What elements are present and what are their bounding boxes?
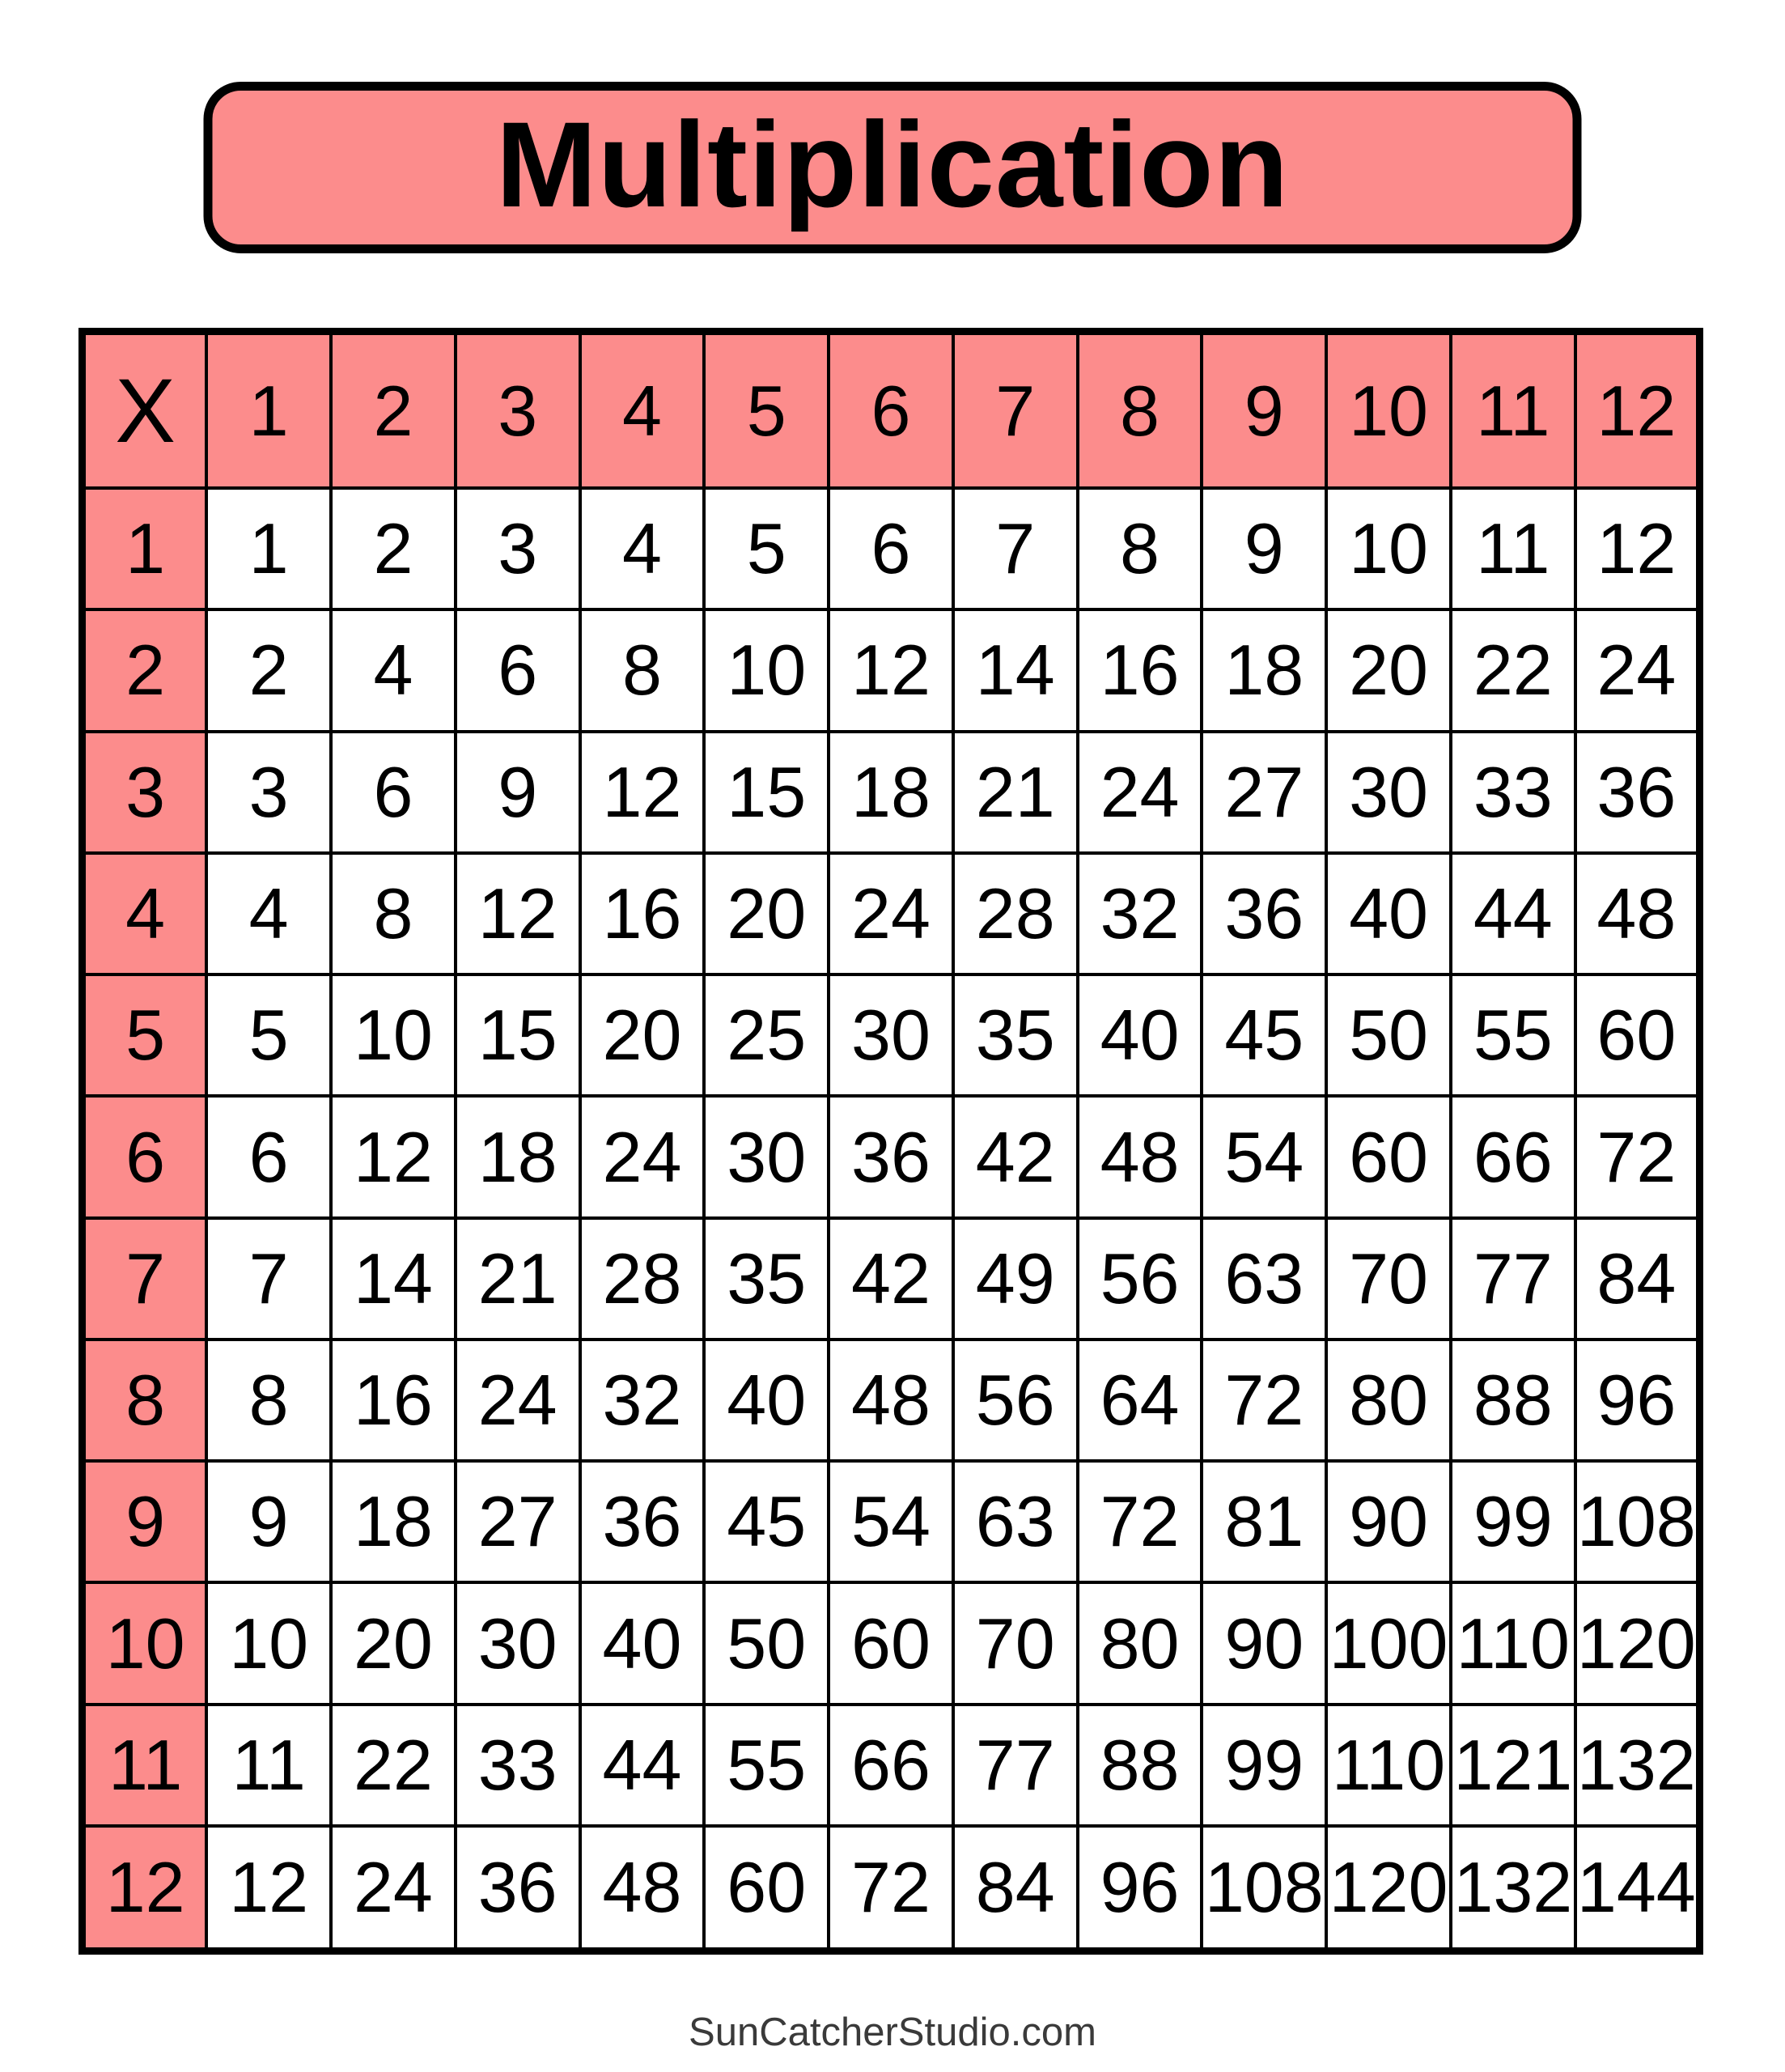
product-cell: 54	[1202, 1096, 1326, 1217]
product-cell: 24	[331, 1826, 456, 1951]
row-header-cell: 1	[83, 488, 207, 609]
table-row	[83, 1826, 1700, 1951]
product-cell: 28	[953, 853, 1078, 974]
product-cell: 40	[1078, 974, 1202, 1096]
product-cell: 10	[206, 1582, 331, 1704]
product-cell: 10	[1326, 488, 1451, 609]
product-cell: 36	[456, 1826, 580, 1951]
product-cell: 30	[829, 974, 953, 1096]
product-cell: 15	[704, 732, 829, 853]
product-cell: 9	[206, 1461, 331, 1582]
product-cell: 100	[1326, 1582, 1451, 1704]
product-cell: 77	[1451, 1218, 1575, 1340]
row-header-cell: 10	[83, 1582, 207, 1704]
row-header-cell: 5	[83, 974, 207, 1096]
product-cell: 48	[1078, 1096, 1202, 1217]
page-title: Multiplication	[495, 96, 1290, 232]
product-cell: 21	[953, 732, 1078, 853]
product-cell: 27	[1202, 732, 1326, 853]
product-cell: 27	[456, 1461, 580, 1582]
product-cell: 44	[1451, 853, 1575, 974]
product-cell: 99	[1202, 1705, 1326, 1826]
product-cell: 6	[206, 1096, 331, 1217]
table-row	[83, 609, 1700, 731]
product-cell: 99	[1451, 1461, 1575, 1582]
col-header-cell: 4	[580, 332, 705, 489]
product-cell: 66	[1451, 1096, 1575, 1217]
product-cell: 42	[953, 1096, 1078, 1217]
product-cell: 80	[1326, 1340, 1451, 1461]
product-cell: 36	[1575, 732, 1700, 853]
product-cell: 35	[704, 1218, 829, 1340]
col-header-cell: 8	[1078, 332, 1202, 489]
table-row	[83, 1218, 1700, 1340]
col-header-cell: 7	[953, 332, 1078, 489]
product-cell: 90	[1202, 1582, 1326, 1704]
product-cell: 8	[1078, 488, 1202, 609]
product-cell: 16	[1078, 609, 1202, 731]
product-cell: 35	[953, 974, 1078, 1096]
product-cell: 60	[1326, 1096, 1451, 1217]
product-cell: 16	[331, 1340, 456, 1461]
product-cell: 24	[829, 853, 953, 974]
product-cell: 40	[704, 1340, 829, 1461]
product-cell: 110	[1451, 1582, 1575, 1704]
row-header-cell: 6	[83, 1096, 207, 1217]
product-cell: 60	[829, 1582, 953, 1704]
product-cell: 7	[953, 488, 1078, 609]
product-cell: 20	[1326, 609, 1451, 731]
product-cell: 11	[1451, 488, 1575, 609]
product-cell: 63	[953, 1461, 1078, 1582]
col-header-cell: 10	[1326, 332, 1451, 489]
row-header-cell: 7	[83, 1218, 207, 1340]
product-cell: 6	[829, 488, 953, 609]
product-cell: 77	[953, 1705, 1078, 1826]
table-row	[83, 1340, 1700, 1461]
row-header-cell: 11	[83, 1705, 207, 1826]
footer-credit: SunCatcherStudio.com	[689, 2010, 1096, 2054]
product-cell: 49	[953, 1218, 1078, 1340]
col-header-cell: 11	[1451, 332, 1575, 489]
product-cell: 80	[1078, 1582, 1202, 1704]
product-cell: 50	[704, 1582, 829, 1704]
table-row	[83, 1096, 1700, 1217]
product-cell: 2	[331, 488, 456, 609]
product-cell: 21	[456, 1218, 580, 1340]
product-cell: 6	[456, 609, 580, 731]
table-row	[83, 1582, 1700, 1704]
product-cell: 28	[580, 1218, 705, 1340]
product-cell: 45	[704, 1461, 829, 1582]
product-cell: 55	[1451, 974, 1575, 1096]
product-cell: 63	[1202, 1218, 1326, 1340]
header-row	[83, 332, 1700, 489]
product-cell: 42	[829, 1218, 953, 1340]
product-cell: 108	[1202, 1826, 1326, 1951]
product-cell: 4	[580, 488, 705, 609]
product-cell: 90	[1326, 1461, 1451, 1582]
row-header-cell: 12	[83, 1826, 207, 1951]
product-cell: 24	[1078, 732, 1202, 853]
table-row	[83, 488, 1700, 609]
product-cell: 14	[331, 1218, 456, 1340]
product-cell: 144	[1575, 1826, 1700, 1951]
product-cell: 5	[704, 488, 829, 609]
product-cell: 9	[456, 732, 580, 853]
col-header-cell: 6	[829, 332, 953, 489]
product-cell: 5	[206, 974, 331, 1096]
product-cell: 18	[829, 732, 953, 853]
multiplication-table	[78, 328, 1703, 1955]
product-cell: 20	[580, 974, 705, 1096]
product-cell: 15	[456, 974, 580, 1096]
product-cell: 18	[456, 1096, 580, 1217]
table-row	[83, 1461, 1700, 1582]
product-cell: 121	[1451, 1705, 1575, 1826]
product-cell: 18	[331, 1461, 456, 1582]
title-banner	[204, 82, 1582, 253]
product-cell: 30	[1326, 732, 1451, 853]
product-cell: 6	[331, 732, 456, 853]
product-cell: 56	[1078, 1218, 1202, 1340]
product-cell: 33	[1451, 732, 1575, 853]
product-cell: 48	[829, 1340, 953, 1461]
product-cell: 36	[829, 1096, 953, 1217]
product-cell: 10	[704, 609, 829, 731]
product-cell: 45	[1202, 974, 1326, 1096]
product-cell: 70	[953, 1582, 1078, 1704]
product-cell: 9	[1202, 488, 1326, 609]
product-cell: 72	[1202, 1340, 1326, 1461]
table-row	[83, 732, 1700, 853]
product-cell: 96	[1078, 1826, 1202, 1951]
col-header-cell: 12	[1575, 332, 1700, 489]
product-cell: 108	[1575, 1461, 1700, 1582]
product-cell: 30	[704, 1096, 829, 1217]
product-cell: 70	[1326, 1218, 1451, 1340]
product-cell: 81	[1202, 1461, 1326, 1582]
product-cell: 66	[829, 1705, 953, 1826]
product-cell: 2	[206, 609, 331, 731]
product-cell: 12	[1575, 488, 1700, 609]
product-cell: 32	[1078, 853, 1202, 974]
product-cell: 14	[953, 609, 1078, 731]
product-cell: 33	[456, 1705, 580, 1826]
row-header-cell: 3	[83, 732, 207, 853]
product-cell: 25	[704, 974, 829, 1096]
product-cell: 48	[580, 1826, 705, 1951]
product-cell: 3	[206, 732, 331, 853]
product-cell: 132	[1575, 1705, 1700, 1826]
product-cell: 24	[1575, 609, 1700, 731]
col-header-cell: 5	[704, 332, 829, 489]
product-cell: 60	[1575, 974, 1700, 1096]
product-cell: 32	[580, 1340, 705, 1461]
product-cell: 12	[829, 609, 953, 731]
product-cell: 36	[580, 1461, 705, 1582]
col-header-cell: 9	[1202, 332, 1326, 489]
product-cell: 22	[331, 1705, 456, 1826]
table-row	[83, 974, 1700, 1096]
product-cell: 40	[580, 1582, 705, 1704]
product-cell: 10	[331, 974, 456, 1096]
product-cell: 12	[331, 1096, 456, 1217]
product-cell: 56	[953, 1340, 1078, 1461]
product-cell: 8	[331, 853, 456, 974]
table-row	[83, 1705, 1700, 1826]
product-cell: 72	[1078, 1461, 1202, 1582]
product-cell: 24	[580, 1096, 705, 1217]
product-cell: 1	[206, 488, 331, 609]
product-cell: 8	[206, 1340, 331, 1461]
product-cell: 72	[829, 1826, 953, 1951]
product-cell: 110	[1326, 1705, 1451, 1826]
product-cell: 4	[331, 609, 456, 731]
product-cell: 96	[1575, 1340, 1700, 1461]
product-cell: 16	[580, 853, 705, 974]
row-header-cell: 2	[83, 609, 207, 731]
product-cell: 12	[206, 1826, 331, 1951]
product-cell: 64	[1078, 1340, 1202, 1461]
product-cell: 72	[1575, 1096, 1700, 1217]
row-header-cell: 9	[83, 1461, 207, 1582]
product-cell: 20	[331, 1582, 456, 1704]
row-header-cell: 8	[83, 1340, 207, 1461]
product-cell: 88	[1078, 1705, 1202, 1826]
product-cell: 20	[704, 853, 829, 974]
product-cell: 12	[580, 732, 705, 853]
product-cell: 36	[1202, 853, 1326, 974]
product-cell: 11	[206, 1705, 331, 1826]
product-cell: 48	[1575, 853, 1700, 974]
table-row	[83, 853, 1700, 974]
col-header-cell: 2	[331, 332, 456, 489]
product-cell: 22	[1451, 609, 1575, 731]
product-cell: 8	[580, 609, 705, 731]
product-cell: 132	[1451, 1826, 1575, 1951]
product-cell: 120	[1575, 1582, 1700, 1704]
product-cell: 24	[456, 1340, 580, 1461]
product-cell: 84	[953, 1826, 1078, 1951]
product-cell: 3	[456, 488, 580, 609]
product-cell: 18	[1202, 609, 1326, 731]
product-cell: 88	[1451, 1340, 1575, 1461]
col-header-cell: 3	[456, 332, 580, 489]
product-cell: 40	[1326, 853, 1451, 974]
row-header-cell: 4	[83, 853, 207, 974]
product-cell: 44	[580, 1705, 705, 1826]
product-cell: 12	[456, 853, 580, 974]
product-cell: 30	[456, 1582, 580, 1704]
product-cell: 84	[1575, 1218, 1700, 1340]
product-cell: 60	[704, 1826, 829, 1951]
product-cell: 4	[206, 853, 331, 974]
product-cell: 55	[704, 1705, 829, 1826]
product-cell: 50	[1326, 974, 1451, 1096]
col-header-cell: 1	[206, 332, 331, 489]
corner-cell: X	[83, 332, 207, 489]
product-cell: 54	[829, 1461, 953, 1582]
product-cell: 7	[206, 1218, 331, 1340]
product-cell: 120	[1326, 1826, 1451, 1951]
